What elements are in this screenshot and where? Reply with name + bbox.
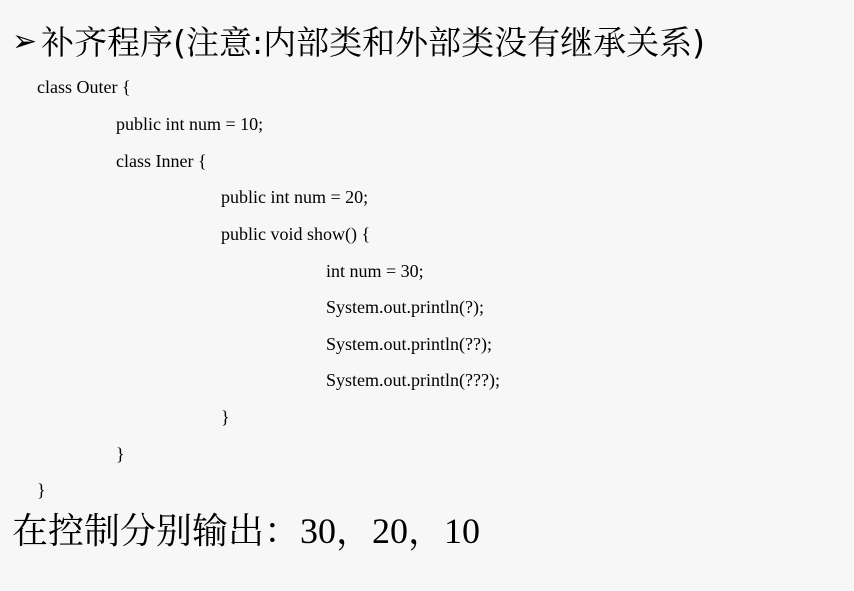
code-line: }	[116, 444, 125, 464]
code-line: }	[221, 407, 230, 427]
code-line: System.out.println(??);	[326, 334, 492, 354]
answer-label: 在控制分别输出：	[12, 511, 301, 552]
code-line: public void show() {	[221, 224, 371, 244]
code-line: public int num = 10;	[116, 114, 264, 134]
title-text: 补齐程序(注意:内部类和外部类没有继承关系)	[41, 22, 706, 62]
code-line: System.out.println(???);	[326, 370, 500, 390]
code-line: class Outer {	[37, 77, 131, 97]
code-line: class Inner {	[116, 151, 207, 171]
answer-line	[12, 513, 480, 550]
arrow-bullet-icon: ➢	[12, 24, 38, 59]
code-line: System.out.println(?);	[326, 297, 484, 317]
code-line: int num = 30;	[326, 261, 424, 281]
code-line: }	[37, 480, 46, 500]
code-line: public int num = 20;	[221, 187, 369, 207]
answer-values: 30，20，10	[300, 511, 481, 551]
